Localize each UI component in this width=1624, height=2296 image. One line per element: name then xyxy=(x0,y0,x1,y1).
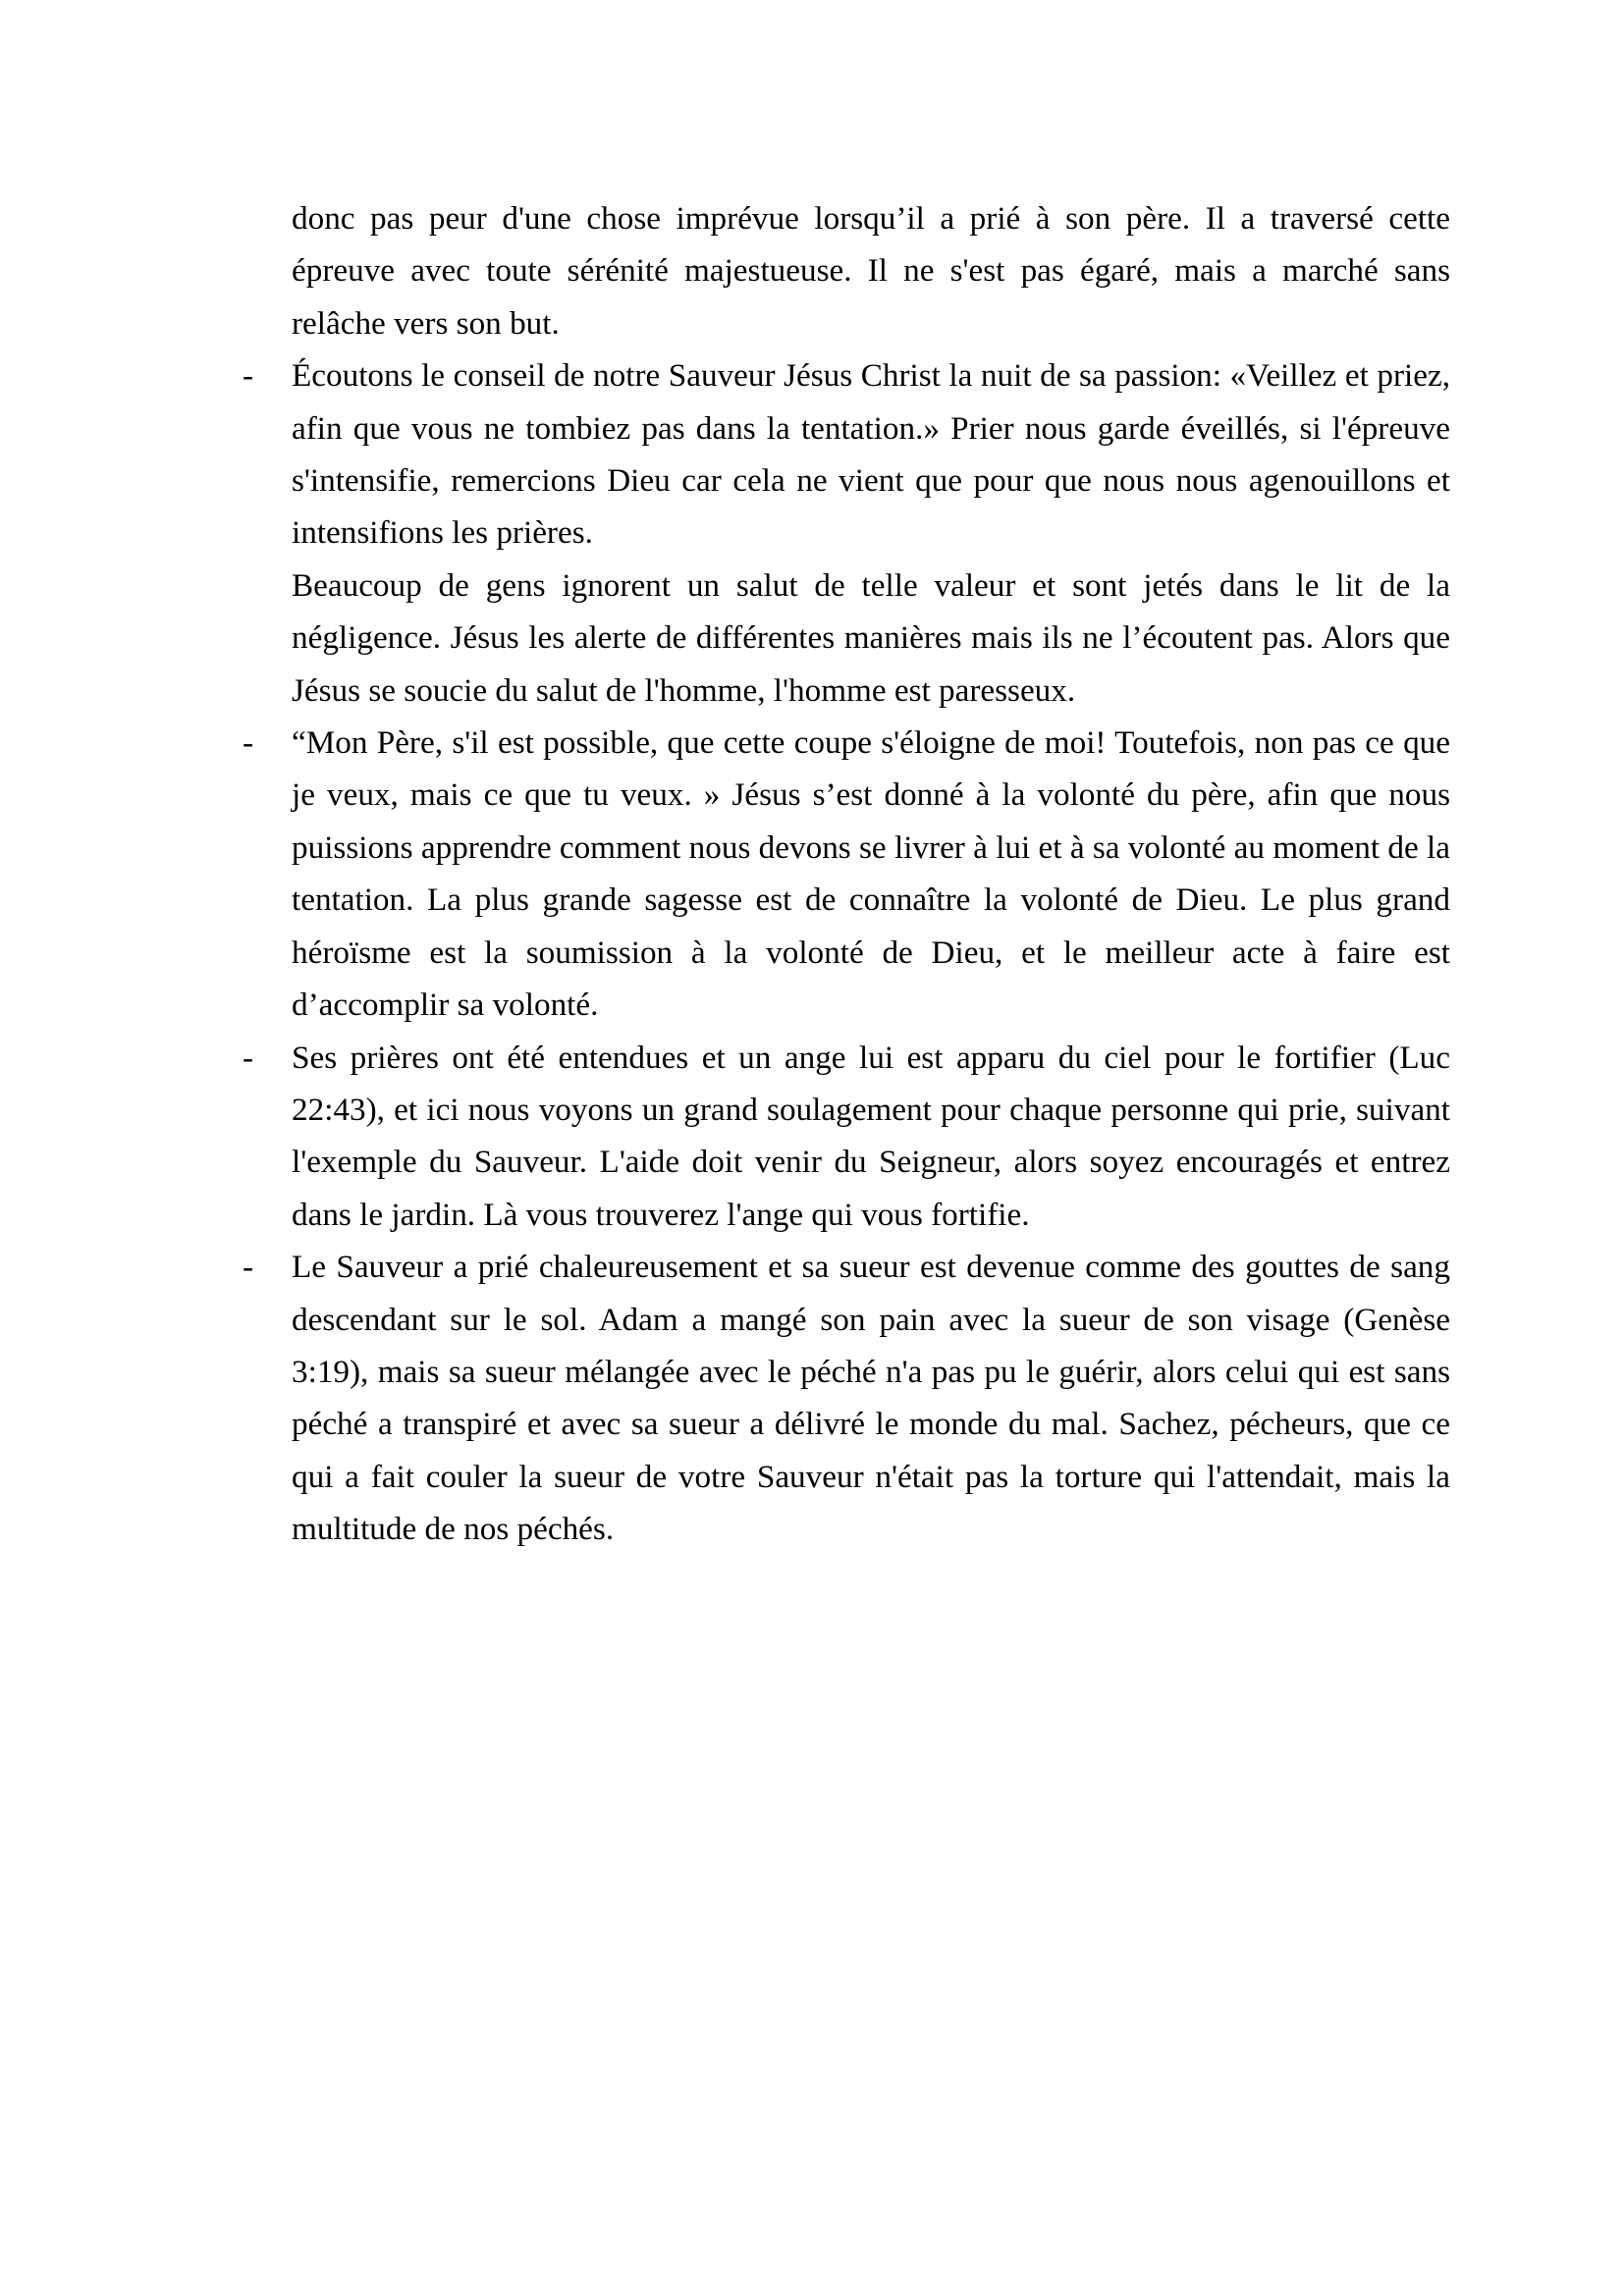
list-item xyxy=(243,1032,1450,1242)
list-item-text: “Mon Père, s'il est possible, que cette coupe s'éloigne de moi! Toutefois, non pas ce que je veux, mais ce que tu veux. » Jésus s’est donné à la volonté du père, afin que nous puissions apprendre comment nous devons se livrer à lui et à sa volonté au moment de la tentation. La plus grande sagesse est de connaître la volonté de Dieu. Le plus grand héroïsme est la soumission à la volonté de Dieu, et le meilleur acte à faire est d’accomplir sa volonté. xyxy=(292,724,1450,1024)
list-item-text: Écoutons le conseil de notre Sauveur Jésus Christ la nuit de sa passion: «Veillez et priez, afin que vous ne tombiez pas dans la tentation.» Prier nous garde éveillés, si l'épreuve s'intensifie, remercions Dieu car cela ne vient que pour que nous nous agenouillons et intensifions les prières. xyxy=(292,357,1450,552)
continuation-paragraph: donc pas peur d'une chose imprévue lorsqu’il a prié à son père. Il a traversé cette épreuve avec toute sérénité majestueuse. Il ne s'est pas égaré, mais a marché sans relâche vers son but. xyxy=(292,200,1450,342)
list-item xyxy=(243,717,1450,1031)
dash-bullet: - xyxy=(243,1039,254,1076)
list-item xyxy=(243,349,1450,717)
document-body xyxy=(243,192,1450,1556)
dash-bullet: - xyxy=(243,724,254,762)
dash-bullet: - xyxy=(243,1249,254,1286)
list-item-text: Ses prières ont été entendues et un ange lui est apparu du ciel pour le fortifier (Luc 22:43), et ici nous voyons un grand soulagement pour chaque personne qui prie, suivant l'exemple du Sauveur. L'aide doit venir du Seigneur, alors soyez encouragés et entrez dans le jardin. Là vous trouverez l'ange qui vous fortifie. xyxy=(292,1039,1450,1233)
list-item xyxy=(243,1241,1450,1555)
list-item-text: Le Sauveur a prié chaleureusement et sa sueur est devenue comme des gouttes de sang descendant sur le sol. Adam a mangé son pain avec la sueur de son visage (Genèse 3:19), mais sa sueur mélangée avec le péché n'a pas pu le guérir, alors celui qui est sans péché a transpiré et avec sa sueur a délivré le monde du mal. Sachez, pécheurs, que ce qui a fait couler la sueur de votre Sauveur n'était pas la torture qui l'attendait, mais la multitude de nos péchés. xyxy=(292,1249,1450,1548)
dash-bullet: - xyxy=(243,357,254,395)
list-item-extra-text: Beaucoup de gens ignorent un salut de telle valeur et sont jetés dans le lit de la négligence. Jésus les alerte de différentes manières mais ils ne l’écoutent pas. Alors que Jésus se soucie du salut de l'homme, l'homme est paresseux. xyxy=(292,566,1450,709)
